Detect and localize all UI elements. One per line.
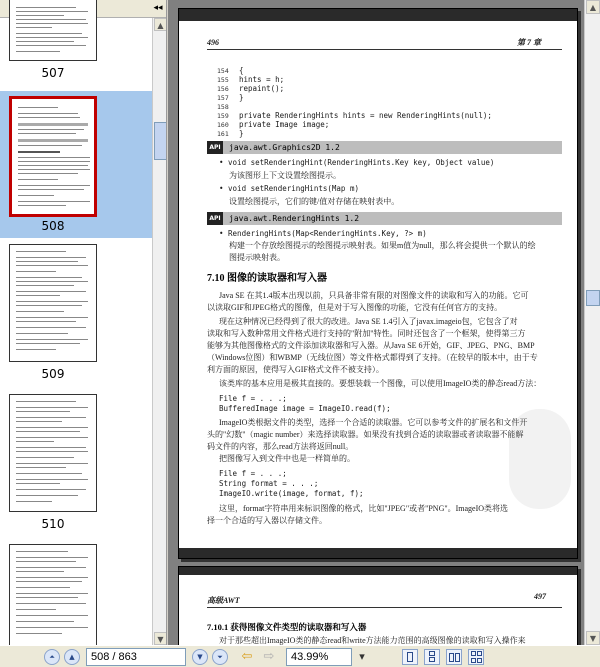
paragraph-line: 能够为其他图像格式的文件添加读取器和写入器。从Java SE 6开始，GIF、JPEG、PNG、BMP [207,341,535,350]
code-line: File f = . . .; [219,469,287,478]
scrollbar-thumb[interactable] [586,290,600,306]
section-heading: 7.10 图像的读取器和写入器 [207,273,327,284]
api-method: • void setRenderingHint(RenderingHints.Key key, Object value) [219,158,495,167]
code-line-number: 154 [217,67,229,75]
header-rule [207,607,562,608]
back-icon[interactable]: ⇦ [241,649,253,664]
paragraph-line: （Windows位图）和WBMP（无线位图）等文件格式都得到了支持。（在较早的版本中，由于专 [207,353,538,362]
scan-edge [179,548,577,558]
scroll-down-icon[interactable]: ▼ [154,632,167,645]
watermark-stamp [509,409,571,509]
last-page-icon[interactable]: ⏷ [212,649,228,665]
header-rule [207,49,562,50]
paragraph-line: Java SE 在其1.4版本出现以前，只具备非常有限的对图像文件的读取和写入的功能。它可 [219,291,529,300]
paragraph-line: 头的"幻数"（magic number）来选择读取器。如果没有找到合适的读取器或者读取器不能解 [207,430,524,439]
paragraph-line: ImageIO类根据文件的类型，选择一个合适的读取器。它可以参考文件的扩展名和文件开 [219,418,528,427]
thumbnail-page-image [9,394,97,512]
paragraph-line: 以读取GIF和JPEG格式的图像，但是对于写入图像的功能，它没有任何官方的支持。 [207,303,503,312]
code-line-number: 159 [217,112,229,120]
api-title: java.awt.RenderingHints 1.2 [229,214,360,223]
thumbnail-label: 507 [41,66,65,80]
paragraph-line: 择一个合适的写入器以存储文件。 [207,516,327,525]
code-line: } [239,93,244,102]
page-number: 497 [534,592,546,601]
thumbnail-label: 510 [41,517,65,531]
api-description: 设置绘图提示，它们的键/值对存储在映射表中。 [229,197,400,206]
paragraph-line: 对于那些超出ImageIO类的静态read和write方法能力范围的高级图像的读取和写入操作来 [219,636,526,645]
code-line: String format = . . .; [219,479,319,488]
paragraph-line: 现在这种情况已经得到了很大的改进。Java SE 1.4引入了javax.imageio包，它包含了对 [219,317,518,326]
api-title: java.awt.Graphics2D 1.2 [229,143,340,152]
navigation-toolbar [0,645,600,667]
paragraph-line: 这里，format字符串用来标识图像的格式，比如"JPEG"或者"PNG"。ImageIO类将选 [219,504,509,513]
thumbnail-page-image [9,544,97,645]
api-description: 图提示映射表。 [229,253,285,262]
thumbnail-panel[interactable] [0,0,167,645]
code-line-number: 158 [217,103,229,111]
document-scrollbar[interactable] [584,0,600,645]
code-line-number: 160 [217,121,229,129]
code-line: } [239,129,244,138]
scan-edge [179,567,577,575]
thumbnail-page-image [9,0,97,61]
code-line-number: 156 [217,85,229,93]
thumbnail-page-image [9,244,97,362]
paragraph-line: 把图像写入到文件中也是一样简单的。 [219,454,355,463]
document-view[interactable] [168,0,600,645]
thumbnail-511[interactable] [0,544,152,645]
paragraph-line: 该类库的基本应用是极其直接的。要想装载一个图像，可以使用ImageIO类的静态read方法： [219,379,542,388]
first-page-icon[interactable]: ⏶ [44,649,60,665]
code-line: ImageIO.write(image, format, f); [219,489,364,498]
code-line: File f = . . .; [219,394,287,403]
api-method: • void setRenderingHints(Map m) [219,184,359,193]
subsection-heading: 7.10.1 获得图像文件类型的读取器和写入器 [207,622,367,632]
single-page-view-icon[interactable] [402,649,418,665]
thumbnail-508[interactable] [0,91,152,238]
paragraph-line: 读取和写入数种常用文件格式进行支持的"附加"特性。同时还包含了一个框架，使得第三方 [207,329,526,338]
thumbnail-509[interactable] [0,244,152,384]
running-header: 高级AWT [207,596,240,605]
thumbnail-scrollbar[interactable] [152,18,167,645]
thumbnail-label: 508 [41,219,65,233]
zoom-input[interactable]: 43.99% [286,648,352,666]
forward-icon[interactable]: ⇨ [263,649,275,664]
continuous-facing-view-icon[interactable] [468,649,484,665]
facing-view-icon[interactable] [446,649,462,665]
code-line: { [239,66,244,75]
chapter-header: 第 7 章 [517,38,541,47]
zoom-dropdown-icon[interactable]: ▾ [359,650,365,663]
code-line: private Image image; [239,120,330,129]
document-page-496 [178,8,578,559]
scan-edge [179,9,577,21]
code-line-number: 157 [217,94,229,102]
api-box-renderinghints [207,212,562,225]
code-line-number: 161 [217,130,229,138]
page-number: 496 [207,38,219,47]
code-line: repaint(); [239,84,285,93]
paragraph-line: 码文件的内容，那么read方法将返回null。 [207,442,354,451]
code-line: hints = h; [239,75,285,84]
code-line-number: 155 [217,76,229,84]
collapse-panel-icon[interactable]: ◂◂ [153,3,163,13]
api-description: 为该图形上下文设置绘图提示。 [229,171,341,180]
code-line: BufferedImage image = ImageIO.read(f); [219,404,391,413]
continuous-view-icon[interactable] [424,649,440,665]
api-method: • RenderingHints(Map<RenderingHints.Key, ?> m) [219,229,427,238]
thumbnail-label: 509 [41,367,65,381]
thumbnail-page-image [9,96,97,217]
scroll-up-icon[interactable]: ▲ [154,18,167,31]
thumbnail-510[interactable] [0,394,152,534]
api-box-graphics2d [207,141,562,154]
api-description: 构建一个存放绘图提示的绘图提示映射表。如果m值为null，那么将会提供一个默认的绘 [229,241,536,250]
scrollbar-thumb[interactable] [154,122,167,160]
paragraph-line: 利方面的原因，使得写入GIF格式文件不被支持）。 [207,365,384,374]
api-tag: API [207,141,223,154]
scroll-up-icon[interactable]: ▲ [586,0,600,14]
page-number-input[interactable]: 508 / 863 [86,648,186,666]
thumbnail-507[interactable] [0,0,152,82]
next-page-icon[interactable]: ▼ [192,649,208,665]
api-tag: API [207,212,223,225]
previous-page-icon[interactable]: ▲ [64,649,80,665]
code-line: private RenderingHints hints = new RenderingHints(null); [239,111,492,120]
scroll-down-icon[interactable]: ▼ [586,631,600,645]
